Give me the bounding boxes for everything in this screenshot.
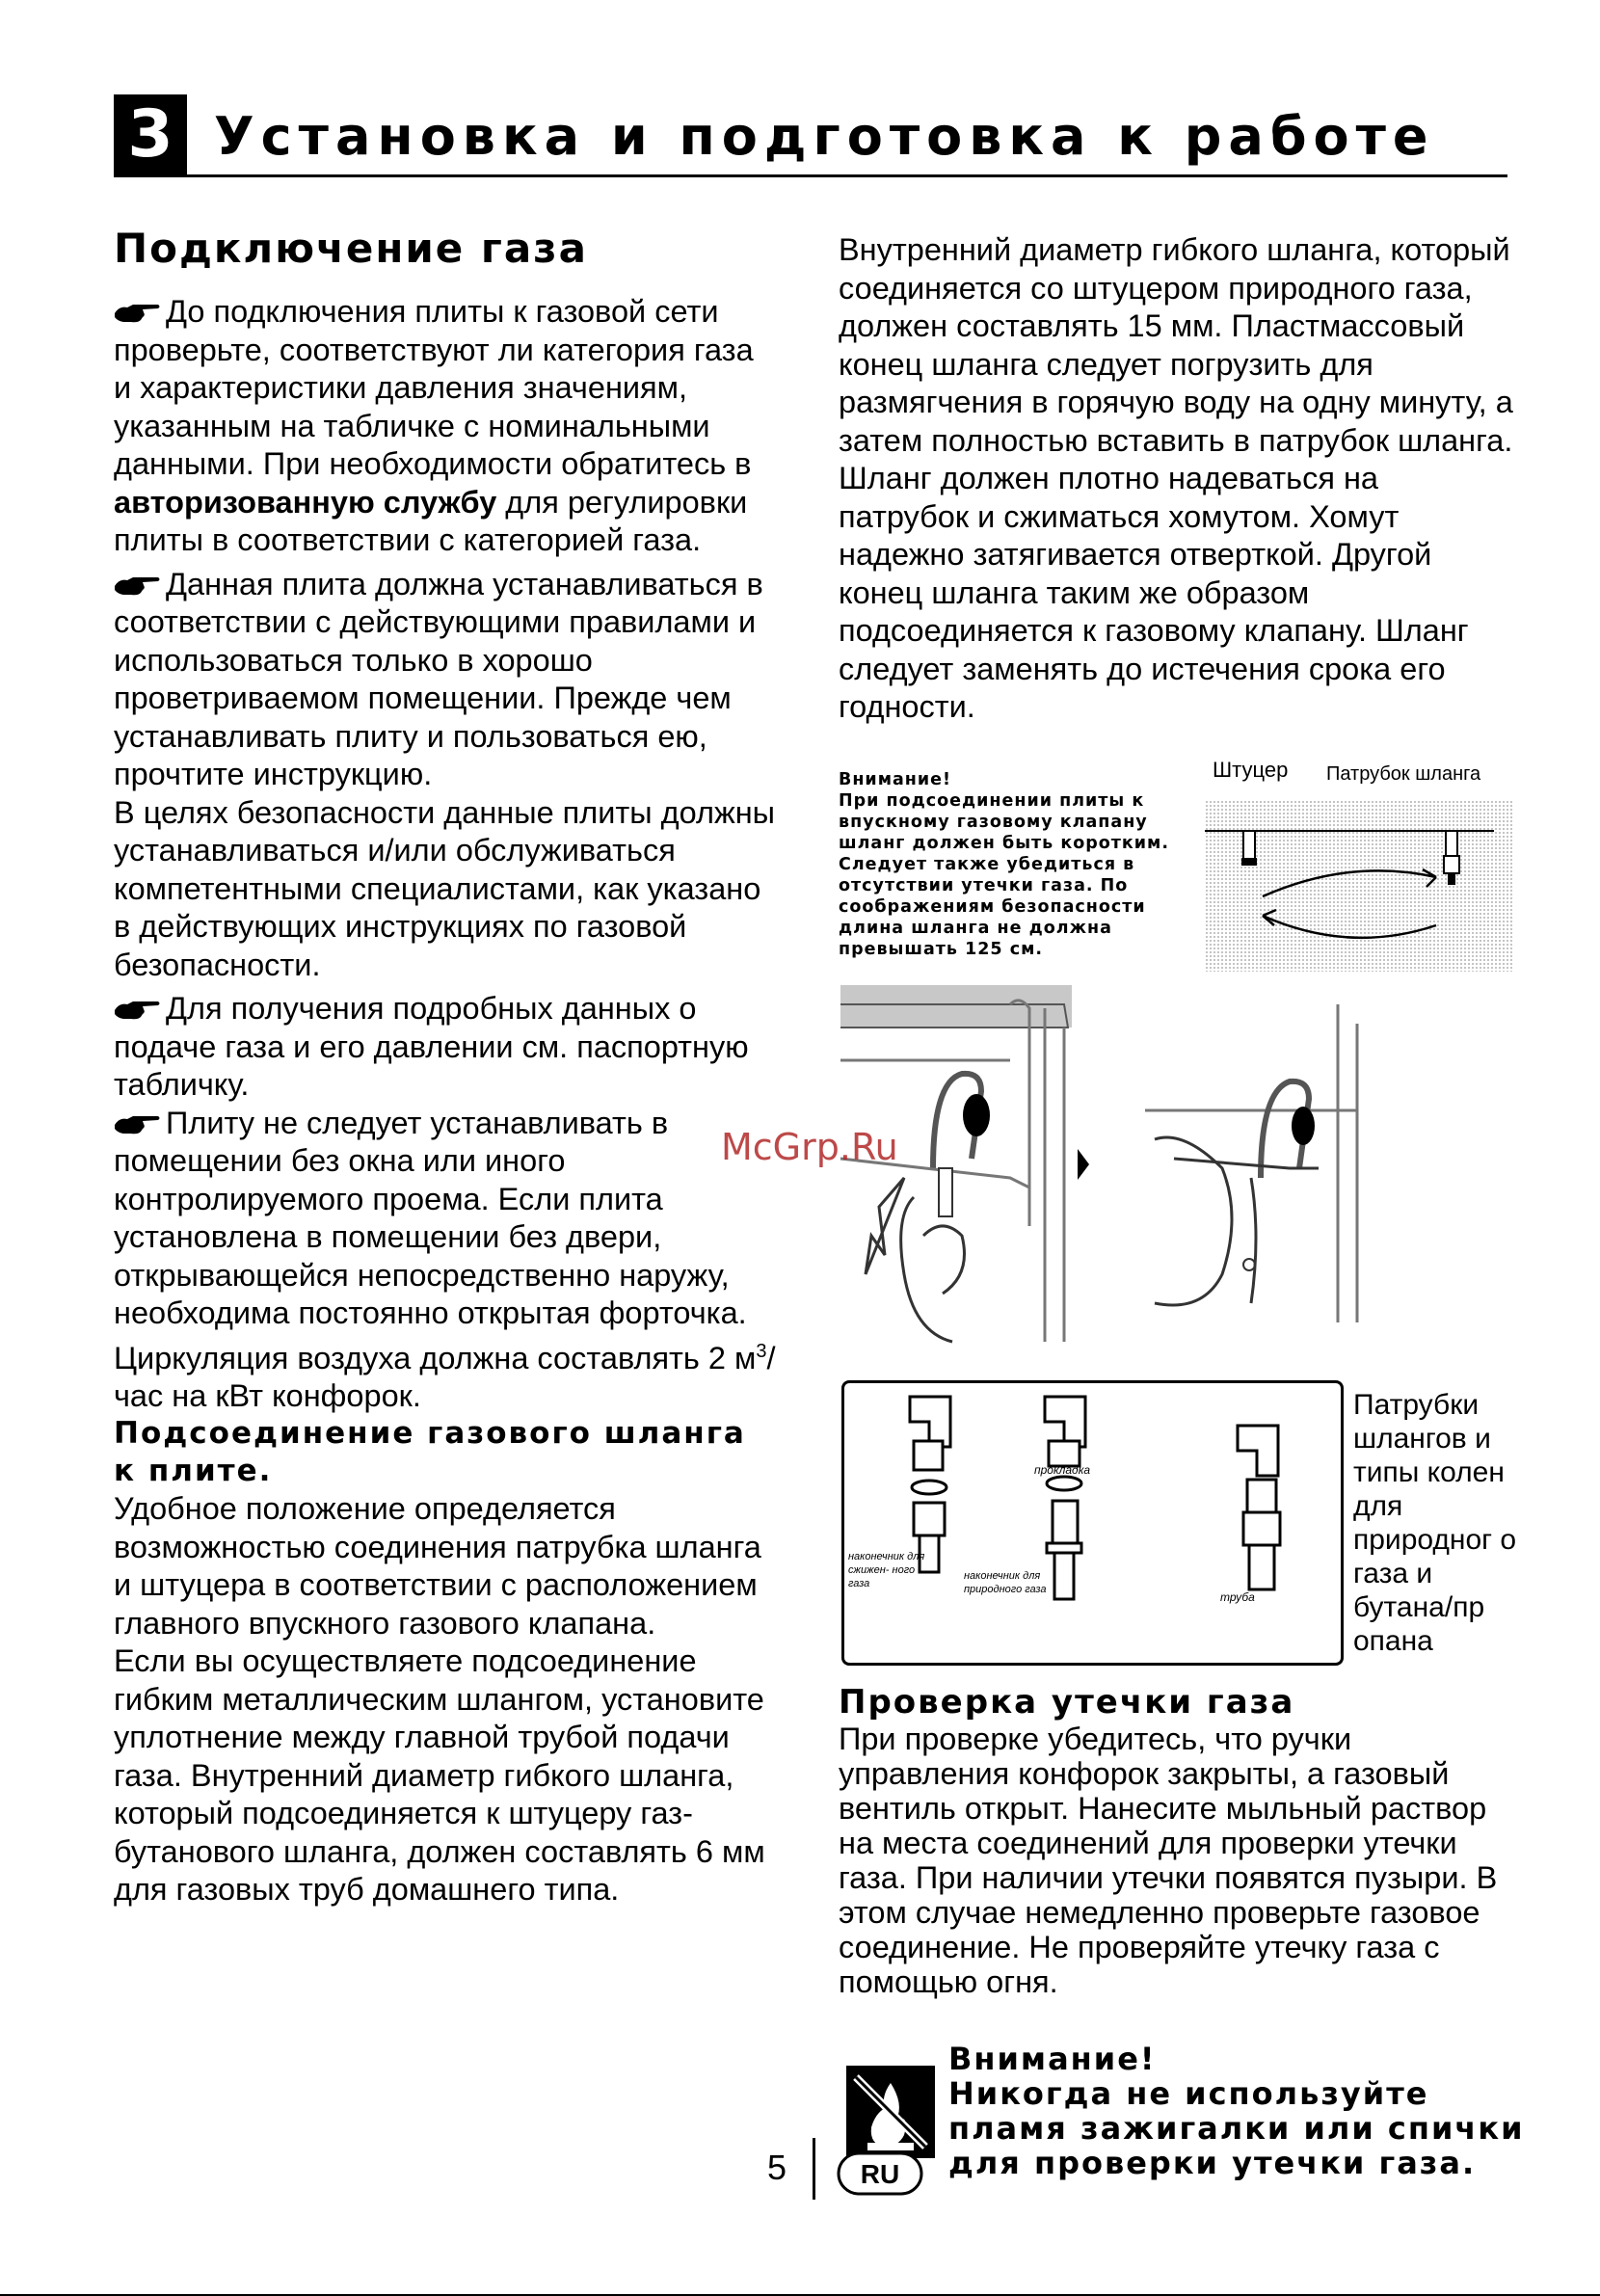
p2-text: Данная плита должна устанавливаться в соответствии с действующими правилами и использоваться только в хорошо проветриваемом помещении. Прежде чем устанавливать плиту и пользоваться ею, прочтите инструкцию. — [114, 566, 763, 791]
elbow-types-diagram — [844, 1383, 1341, 1663]
left-column — [114, 222, 779, 1909]
section-title-gas-connection: Подключение газа — [114, 225, 588, 272]
label-lpg-tip: наконечник для сжижен- ного газа — [848, 1551, 925, 1589]
paragraph-ventilation — [114, 566, 779, 794]
p6-superscript: 3 — [756, 1340, 767, 1362]
chapter-title: Установка и подготовка к работе — [214, 106, 1435, 167]
label-ng-tip: наконечник для природного газа — [964, 1570, 1047, 1595]
footer-divider — [813, 2138, 815, 2200]
right-column — [839, 231, 1513, 727]
pointing-hand-icon — [114, 1111, 162, 1136]
pointing-hand-icon — [114, 573, 162, 598]
fitting-diagram — [1205, 761, 1513, 974]
label-gasket: прокладка — [1034, 1463, 1091, 1477]
hose-installation-illustration — [837, 985, 1376, 1361]
paragraph-leak-check: При проверке убедитесь, что ручки управления конфорок закрыты, а газовый вентиль открыт. Нанесите мыльный раствор на места соединений для проверки утечки газа. При наличии утечки появятся пузыри. В этом случае немедленно проверьте газовое соединение. Не проверяйте утечку газа с помощью огня. — [839, 1722, 1498, 1999]
watermark: McGrp.Ru — [721, 1126, 898, 1168]
p5-text: Плиту не следует устанавливать в помещении без окна или иного контролируемого проема. Если плита установлена в помещении без двери, открывающейся непосредственно наружу, необходима постоянно открытая форточка. — [114, 1105, 747, 1330]
p1-text-b: для регулировки плиты в соответствии с категорией газа. — [114, 484, 748, 557]
pointing-hand-icon — [114, 997, 162, 1022]
p6-text-b: /час на кВт конфорок. — [114, 1340, 776, 1413]
header-rule — [114, 174, 1507, 177]
language-badge — [837, 2151, 923, 2196]
paragraph-safety: В целях безопасности данные плиты должны устанавливаться и/или обслуживаться компетентными специалистами, как указано в действующих инструкциях по газовой безопасности. — [114, 794, 776, 982]
figure-label-fitting: Штуцер — [1213, 758, 1289, 782]
warning-short-hose-title: Внимание! — [839, 770, 952, 789]
page-number: 5 — [767, 2148, 787, 2187]
warning-short-hose — [839, 769, 1205, 960]
elbow-caption: Патрубки шлангов и типы колен для природног о газа и бутана/пр опана — [1353, 1389, 1517, 1657]
warning-no-fire-text: Никогда не используйте пламя зажигалки или спички для проверки утечки газа. — [948, 2075, 1525, 2181]
elbow-types-panel — [841, 1380, 1344, 1666]
warning-no-fire — [948, 2042, 1527, 2180]
paragraph-metal-hose: Если вы осуществляете подсоединение гибким металлическим шлангом, установите уплотнение между главной трубой подачи газа. Внутренний диаметр гибкого шланга, который подсоединяется к штуцеру газ-бутанового шланга, должен составлять 6 мм для газовых труб домашнего типа. — [114, 1643, 765, 1908]
paragraph-position: Удобное положение определяется возможностью соединения патрубка шланга и штуцера в соответствии с расположением главного впускного газового клапана. — [114, 1491, 761, 1641]
p1-text-a: До подключения плиты к газовой сети проверьте, соответствуют ли категория газа и характеристики давления значениям, указанным на табличке с номинальными данными. При необходимости обратитесь в — [114, 294, 754, 481]
language-code: RU — [860, 2159, 900, 2189]
paragraph-check-category — [114, 293, 779, 560]
warning-no-fire-title: Внимание! — [948, 2041, 1157, 2077]
p4-text: Для получения подробных данных о подаче газа и его давлении см. паспортную табличку. — [114, 991, 749, 1102]
paragraph-window — [114, 1105, 779, 1333]
subsection-title-hose-connection: Подсоединение газового шланга к плите. — [114, 1416, 746, 1489]
paragraph-air-circulation — [114, 1333, 779, 1416]
section-title-leak-check: Проверка утечки газа — [839, 1683, 1295, 1722]
label-pipe: труба — [1220, 1590, 1255, 1604]
chapter-number-badge: 3 — [114, 94, 187, 175]
no-open-flame-icon — [846, 2066, 935, 2158]
leak-check-section — [839, 1683, 1513, 1999]
paragraph-nameplate — [114, 990, 779, 1105]
warning-short-hose-text: При подсоединении плиты к впускному газовому клапану шланг должен быть коротким. Следует также убедиться в отсутствии утечки газа. По соображениям безопасности длина шланга не должна превышать 125 см. — [839, 791, 1170, 959]
figure-label-hose-nozzle: Патрубок шланга — [1326, 763, 1481, 785]
paragraph-hose-diameter: Внутренний диаметр гибкого шланга, который соединяется со штуцером природного газа, должен составлять 15 мм. Пластмассовый конец шланга следует погрузить для размягчения в горячую воду на одну минуту, а затем полностью вставить в патрубок шланга. Шланг должен плотно надеваться на патрубок и сжиматься хомутом. Хомут надежно затягивается отверткой. Другой конец шланга таким же образом подсоединяется к газовому клапану. Шланг следует заменять до истечения срока его годности. — [839, 232, 1513, 724]
p6-text-a: Циркуляция воздуха должна составлять 2 м — [114, 1340, 757, 1375]
pointing-hand-icon — [114, 300, 162, 325]
p1-text-bold: авторизованную службу — [114, 484, 497, 520]
